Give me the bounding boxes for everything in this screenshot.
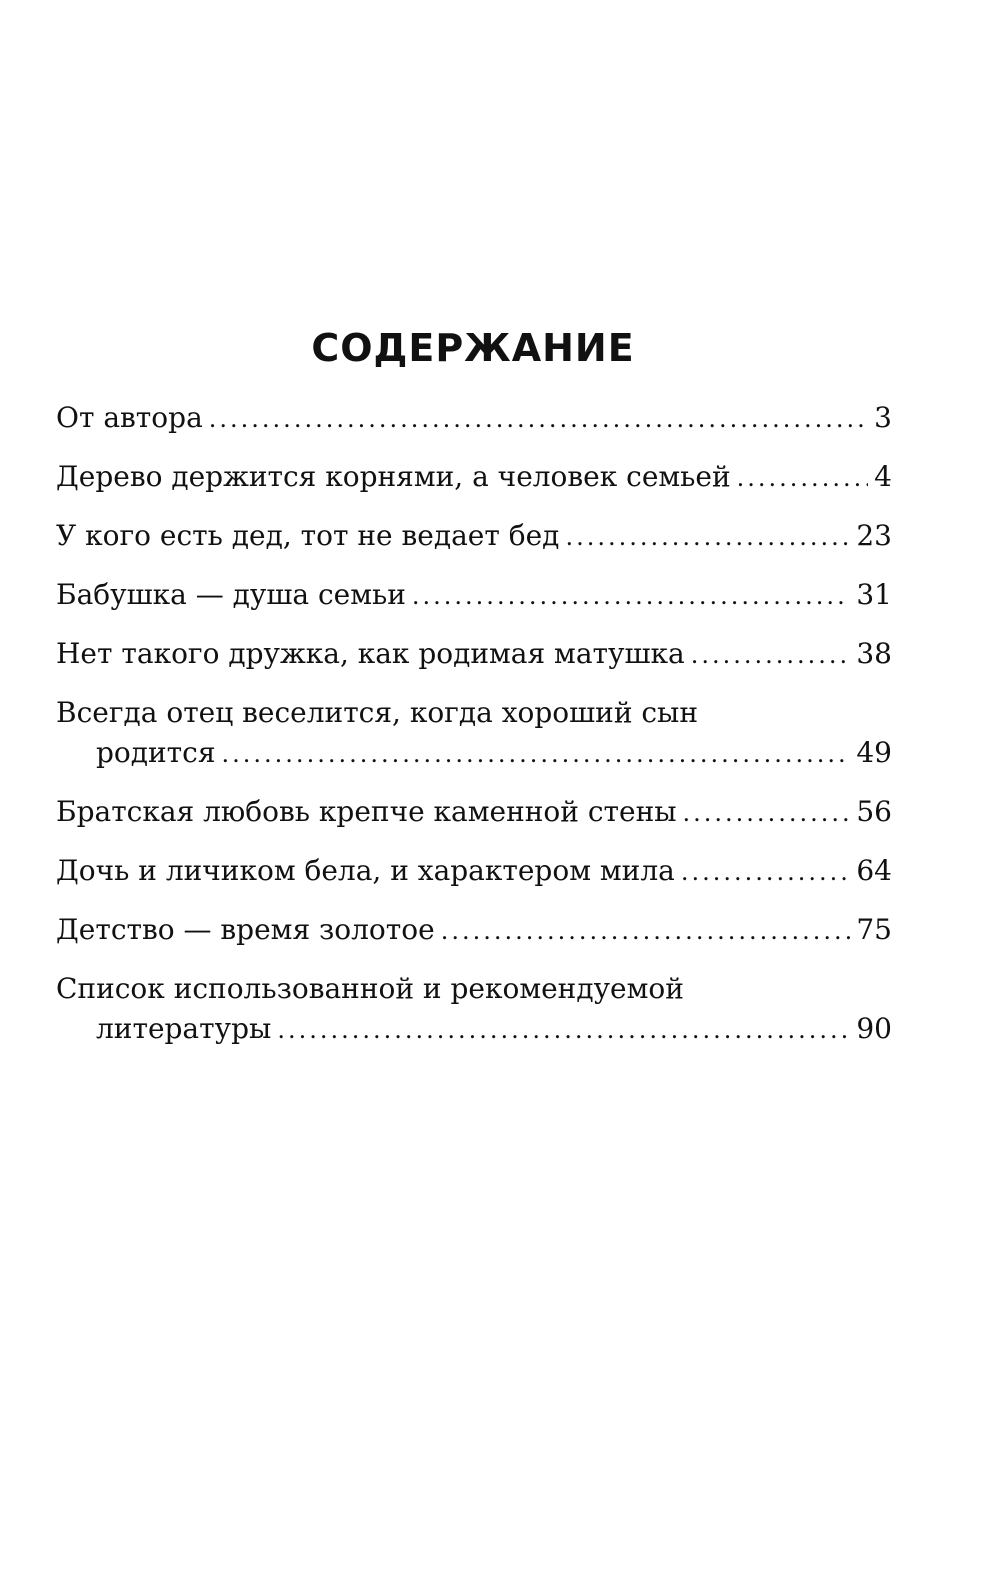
- toc-entry-line: [56, 457, 892, 498]
- toc-entry-title: Дерево держится корнями, а человек семьей: [56, 460, 731, 493]
- dot-leader: [737, 458, 869, 498]
- toc-entry-page: 3: [874, 401, 892, 434]
- toc-entry: [56, 398, 892, 439]
- toc-entry-title: литературы: [96, 1012, 272, 1045]
- toc-entry-page: 64: [856, 854, 892, 887]
- toc-entry-page: 4: [874, 460, 892, 493]
- toc-entry: [56, 575, 892, 616]
- toc-entry: [56, 634, 892, 675]
- toc-entry: [56, 792, 892, 833]
- toc-entry-title-first-line: Список использованной и рекомендуемой: [56, 972, 684, 1005]
- toc-title: СОДЕРЖАНИЕ: [311, 326, 635, 370]
- toc-entry: [56, 693, 892, 774]
- toc-entry-page: 49: [856, 736, 892, 769]
- toc-entry-page: 38: [856, 637, 892, 670]
- dot-leader: [565, 517, 850, 557]
- toc-entry-title: Братская любовь крепче каменной стены: [56, 795, 677, 828]
- toc-entry-title: Нет такого дружка, как родимая матушка: [56, 637, 685, 670]
- toc-entry-line: [56, 575, 892, 616]
- dot-leader: [222, 734, 851, 774]
- dot-leader: [412, 576, 850, 616]
- toc-entry: [56, 851, 892, 892]
- toc-entry-title: Бабушка — душа семьи: [56, 578, 406, 611]
- dot-leader: [441, 911, 851, 951]
- dot-leader: [277, 1010, 850, 1050]
- toc-entry-page: 56: [856, 795, 892, 828]
- toc-entry-line: [56, 792, 892, 833]
- toc-entry: [56, 969, 892, 1050]
- toc-entry: [56, 516, 892, 557]
- dot-leader: [683, 793, 851, 833]
- toc-entry-page: 31: [856, 578, 892, 611]
- toc-entry-title-first-line: Всегда отец веселится, когда хороший сын: [56, 696, 699, 729]
- toc-entry-page: 23: [856, 519, 892, 552]
- toc-entry-line: [56, 634, 892, 675]
- toc-entry-line: [56, 1009, 892, 1050]
- dot-leader: [209, 399, 868, 439]
- toc-entry-title: От автора: [56, 401, 203, 434]
- toc-list: [56, 398, 892, 1068]
- toc-entry-title: родится: [96, 736, 216, 769]
- toc-entry-title: У кого есть дед, тот не ведает бед: [56, 519, 560, 552]
- toc-entry-page: 90: [856, 1012, 892, 1045]
- toc-entry: [56, 457, 892, 498]
- toc-entry-title: Детство — время золотое: [56, 913, 435, 946]
- dot-leader: [681, 852, 851, 892]
- toc-entry-line: [56, 851, 892, 892]
- toc-entry-line: [56, 516, 892, 557]
- toc-entry: [56, 910, 892, 951]
- dot-leader: [691, 635, 851, 675]
- toc-entry-title: Дочь и личиком бела, и характером мила: [56, 854, 675, 887]
- toc-entry-line: [56, 398, 892, 439]
- toc-entry-line: [56, 910, 892, 951]
- toc-entry-line: [56, 733, 892, 774]
- toc-entry-page: 75: [856, 913, 892, 946]
